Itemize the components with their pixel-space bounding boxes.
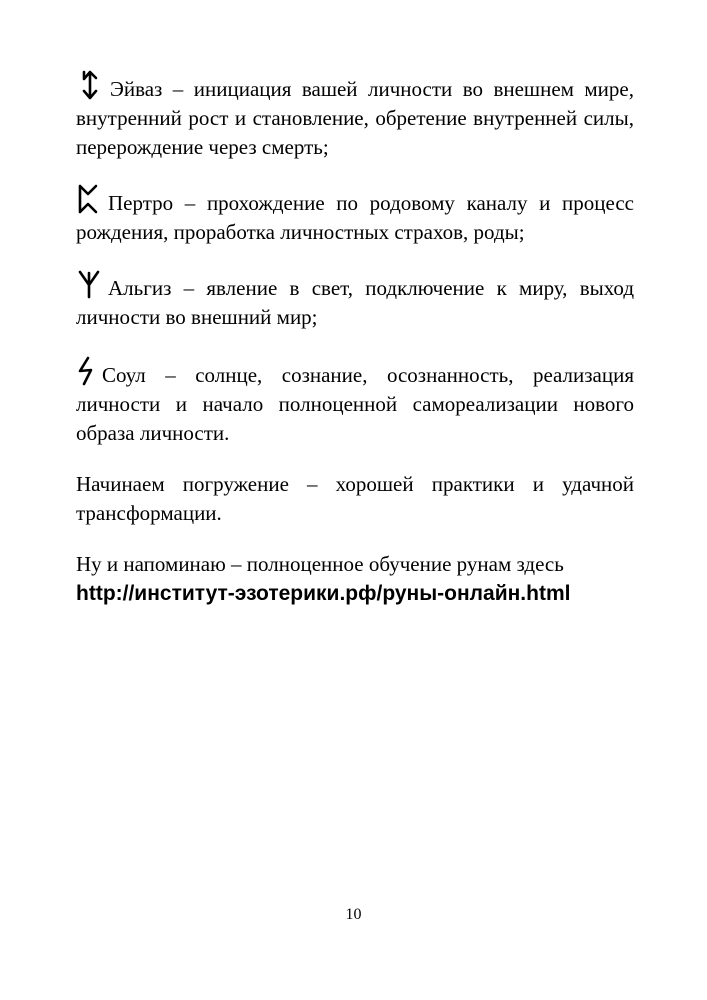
- paragraph-sowilo: [76, 356, 634, 448]
- paragraph-perthro-text: Пертро – прохождение по родовому каналу и процесс рождения, проработка личностных страхов, роды;: [76, 191, 634, 244]
- algiz-rune-icon: [76, 269, 102, 299]
- paragraph-eihwaz-text: Эйваз – инициация вашей личности во внешнем мире, внутренний рост и становление, обретение внутренней силы, перерождение через смерть;: [76, 77, 634, 159]
- page-number: 10: [345, 906, 362, 923]
- paragraph-perthro: [76, 184, 634, 247]
- paragraph-reminder: Ну и напоминаю – полноценное обучение рунам здесь: [76, 552, 564, 576]
- eihwaz-rune-icon: [76, 70, 104, 100]
- paragraph-algiz: [76, 269, 634, 332]
- paragraph-start: Начинаем погружение – хорошей практики и удачной трансформации.: [76, 472, 634, 525]
- document-page: [76, 70, 634, 608]
- paragraph-algiz-text: Альгиз – явление в свет, подключение к миру, выход личности во внешний мир;: [76, 276, 634, 329]
- sowilo-rune-icon: [76, 356, 96, 386]
- perthro-rune-icon: [76, 184, 102, 214]
- course-link[interactable]: http://институт-эзотерики.рф/руны-онлайн.html: [76, 582, 571, 605]
- paragraph-sowilo-text: Соул – солнце, сознание, осознанность, реализация личности и начало полноценной самореализации нового образа личности.: [76, 363, 634, 445]
- paragraph-eihwaz: [76, 70, 634, 162]
